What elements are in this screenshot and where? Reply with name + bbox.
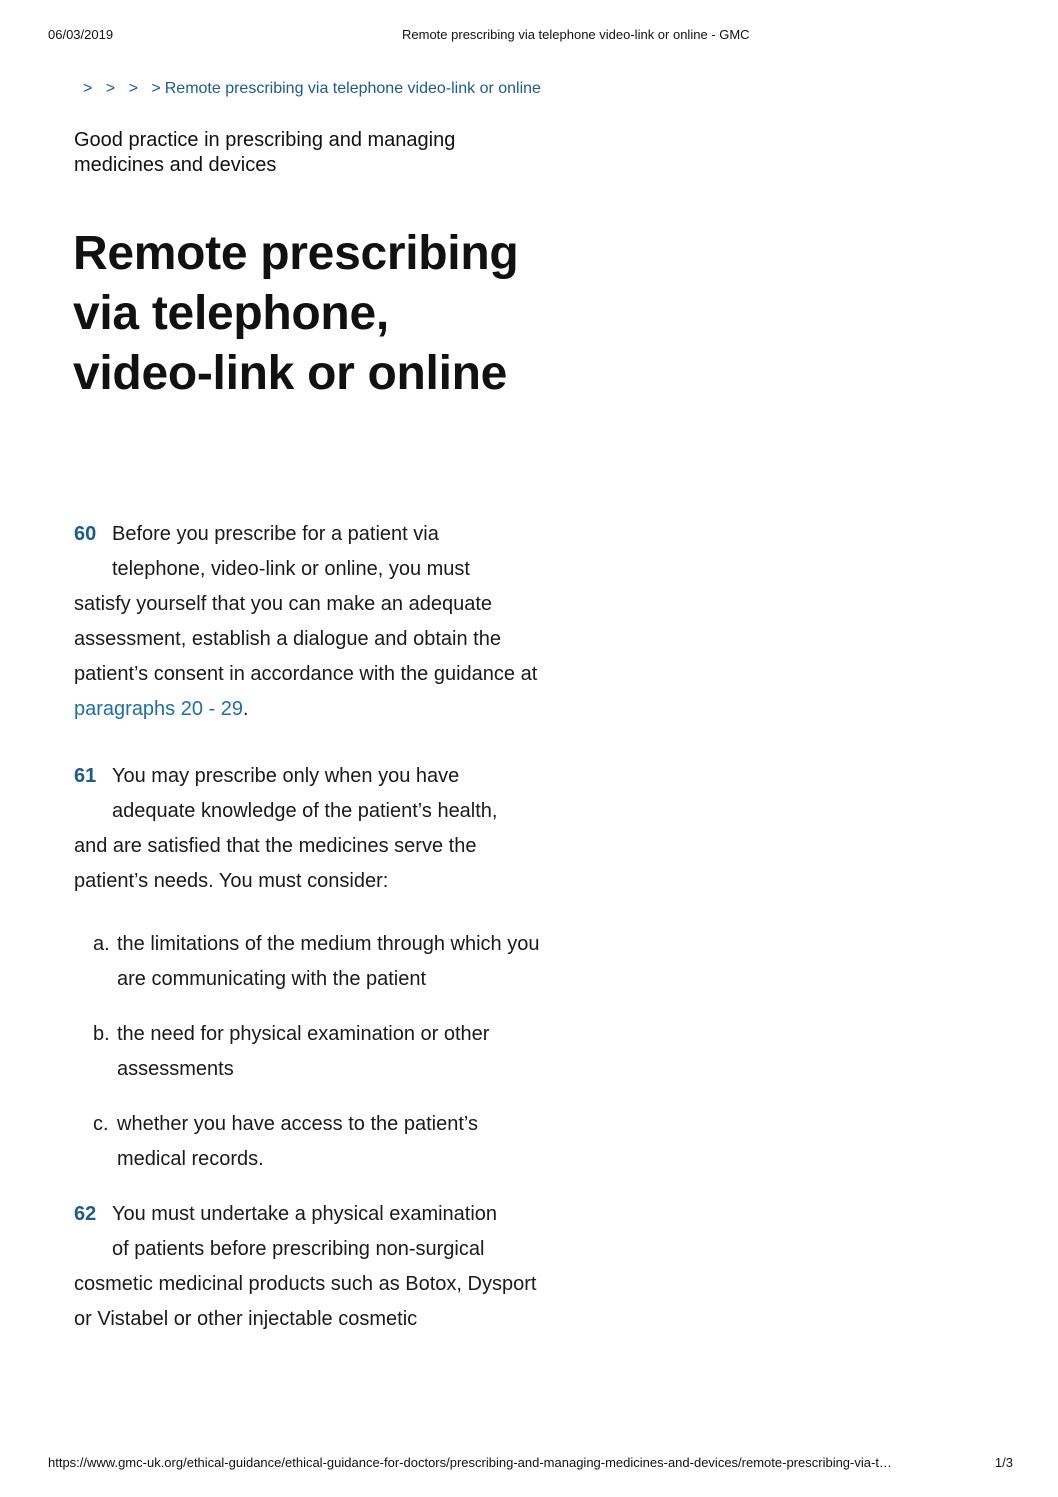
paragraph-62 [74, 1197, 544, 1337]
paragraph-text: You must undertake a physical examination [112, 1203, 498, 1225]
paragraph-text: of patients before prescribing non-surgical [112, 1238, 485, 1260]
paragraph-text: and are satisfied that the medicines serve the patient’s needs. You must consider: [74, 835, 477, 892]
print-page-title: Remote prescribing via telephone video-link or online - GMC [402, 27, 750, 42]
list-marker: c. [93, 1113, 109, 1135]
breadcrumb-link[interactable]: > [83, 80, 93, 97]
section-title: Good practice in prescribing and managing medicines and devices [74, 129, 456, 176]
list-item [93, 927, 544, 997]
considerations-list [74, 927, 544, 1177]
paragraph-text: telephone, video-link or online, you must [112, 558, 470, 580]
list-item [93, 1107, 544, 1177]
paragraph-61 [74, 759, 544, 899]
list-marker: b. [93, 1023, 110, 1045]
paragraph-text: satisfy yourself that you can make an adequate assessment, establish a dialogue and obtain the patient’s consent in accordance with the guidance at [74, 593, 538, 685]
list-item-text: whether you have access to the patient’s medical records. [117, 1113, 478, 1170]
breadcrumb-link[interactable]: > [128, 80, 138, 97]
list-marker: a. [93, 933, 110, 955]
paragraphs-20-29-link[interactable]: paragraphs 20 - 29 [74, 698, 244, 720]
print-date: 06/03/2019 [48, 27, 114, 42]
paragraph-number: 60 [74, 523, 97, 545]
guidance-content [74, 517, 544, 1369]
page-number: 1/3 [994, 1455, 1013, 1470]
paragraph-number: 61 [74, 765, 97, 787]
list-item-text: the need for physical examination or other assessments [117, 1023, 490, 1080]
paragraph-text: You may prescribe only when you have [112, 765, 460, 787]
paragraph-60 [74, 517, 544, 727]
paragraph-text: . [243, 698, 249, 720]
page-title: Remote prescribing via telephone, video-link or online [73, 227, 519, 400]
breadcrumb-current[interactable]: Remote prescribing via telephone video-link or online [164, 80, 541, 97]
list-item-text: the limitations of the medium through which you are communicating with the patient [117, 933, 540, 990]
paragraph-text: Before you prescribe for a patient via [112, 523, 439, 545]
print-url: https://www.gmc-uk.org/ethical-guidance/ethical-guidance-for-doctors/prescribing-and-managing-medicines-and-devices/remote-prescribing-via-t… [48, 1455, 892, 1470]
paragraph-text: adequate knowledge of the patient’s health, [112, 800, 498, 822]
breadcrumb [83, 80, 541, 98]
breadcrumb-link[interactable]: > [105, 80, 116, 97]
paragraph-text: cosmetic medicinal products such as Botox, Dysport or Vistabel or other injectable cosmetic [74, 1273, 537, 1330]
print-header [48, 27, 1010, 45]
list-item [93, 1017, 544, 1087]
breadcrumb-separator: > [151, 80, 161, 97]
paragraph-number: 62 [74, 1203, 97, 1225]
